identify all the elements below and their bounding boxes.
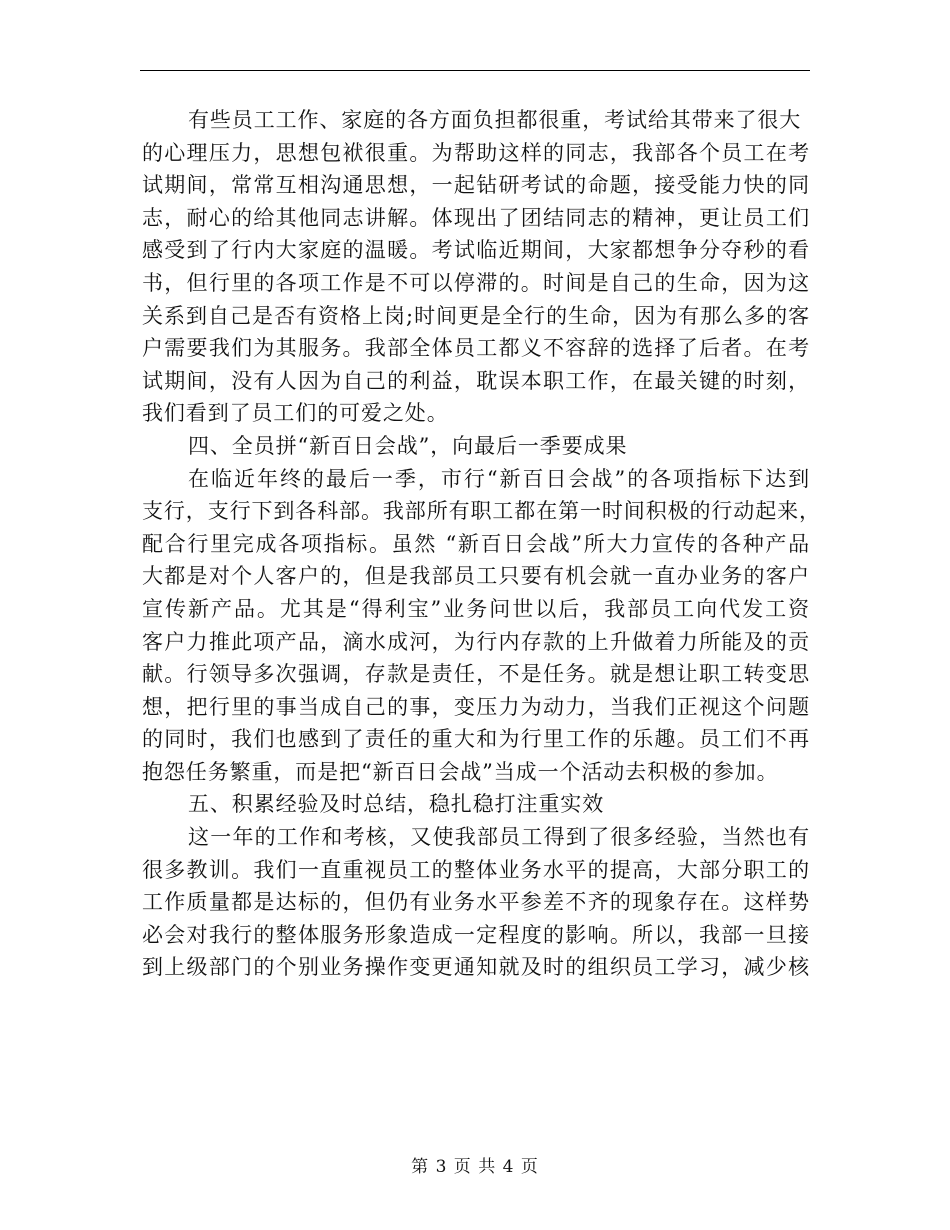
text-line: 户需要我们为其服务。我部全体员工都义不容辞的选择了后者。在考 [142,336,810,361]
text-line: 很多教训。我们一直重视员工的整体业务水平的提高，大部分职工的 [142,857,810,882]
text-line: 这一年的工作和考核，又使我部员工得到了很多经验，当然也有 [188,825,810,850]
text-line: 我们看到了员工们的可爱之处。 [142,401,449,426]
text-line: 到上级部门的个别业务操作变更通知就及时的组织员工学习，减少核 [142,955,810,980]
text-line: 书，但行里的各项工作是不可以停滞的。时间是自己的生命，因为这 [142,270,810,295]
section-heading: 五、积累经验及时总结，稳扎稳打注重实效 [188,792,605,817]
text-line: 宣传新产品。尤其是“得利宝”业务问世以后，我部员工向代发工资 [142,596,810,621]
text-line: 试期间，没有人因为自己的利益，耽误本职工作，在最关键的时刻， [142,368,810,393]
text-line: 客户力推此项产品，滴水成河，为行内存款的上升做着力所能及的贡 [142,629,810,654]
text-line: 关系到自己是否有资格上岗;时间更是全行的生命，因为有那么多的客 [142,303,810,328]
text-line: 配合行里完成各项指标。虽然 “新百日会战”所大力宣传的各种产品 [142,531,810,556]
text-line: 的同时，我们也感到了责任的重大和为行里工作的乐趣。员工们不再 [142,727,810,752]
text-line: 献。行领导多次强调，存款是责任，不是任务。就是想让职工转变思 [142,662,810,687]
text-line: 想，把行里的事当成自己的事，变压力为动力，当我们正视这个问题 [142,694,810,719]
page-number: 第 3 页 共 4 页 [411,1157,539,1177]
document-body [142,104,821,984]
text-line: 必会对我行的整体服务形象造成一定程度的影响。所以，我部一旦接 [142,922,810,947]
text-line: 支行，支行下到各科部。我部所有职工都在第一时间积极的行动起来， [142,499,821,524]
text-line: 志，耐心的给其他同志讲解。体现出了团结同志的精神，更让员工们 [142,205,810,230]
text-line: 大都是对个人客户的，但是我部员工只要有机会就一直办业务的客户 [142,564,810,589]
text-line: 抱怨任务繁重，而是把“新百日会战”当成一个活动去积极的参加。 [142,759,779,784]
text-line: 有些员工工作、家庭的各方面负担都很重，考试给其带来了很大 [188,108,802,132]
text-line: 的心理压力，思想包袱很重。为帮助这样的同志，我部各个员工在考 [142,140,810,165]
text-line: 试期间，常常互相沟通思想，一起钻研考试的命题，接受能力快的同 [142,173,810,198]
text-line: 在临近年终的最后一季，市行“新百日会战”的各项指标下达到 [188,466,810,491]
text-line: 工作质量都是达标的，但仍有业务水平参差不齐的现象存在。这样势 [142,890,810,915]
text-line: 感受到了行内大家庭的温暖。考试临近期间，大家都想争分夺秒的看 [142,238,810,263]
header-rule [140,70,810,71]
section-heading: 四、全员拼“新百日会战”，向最后一季要成果 [188,433,628,458]
